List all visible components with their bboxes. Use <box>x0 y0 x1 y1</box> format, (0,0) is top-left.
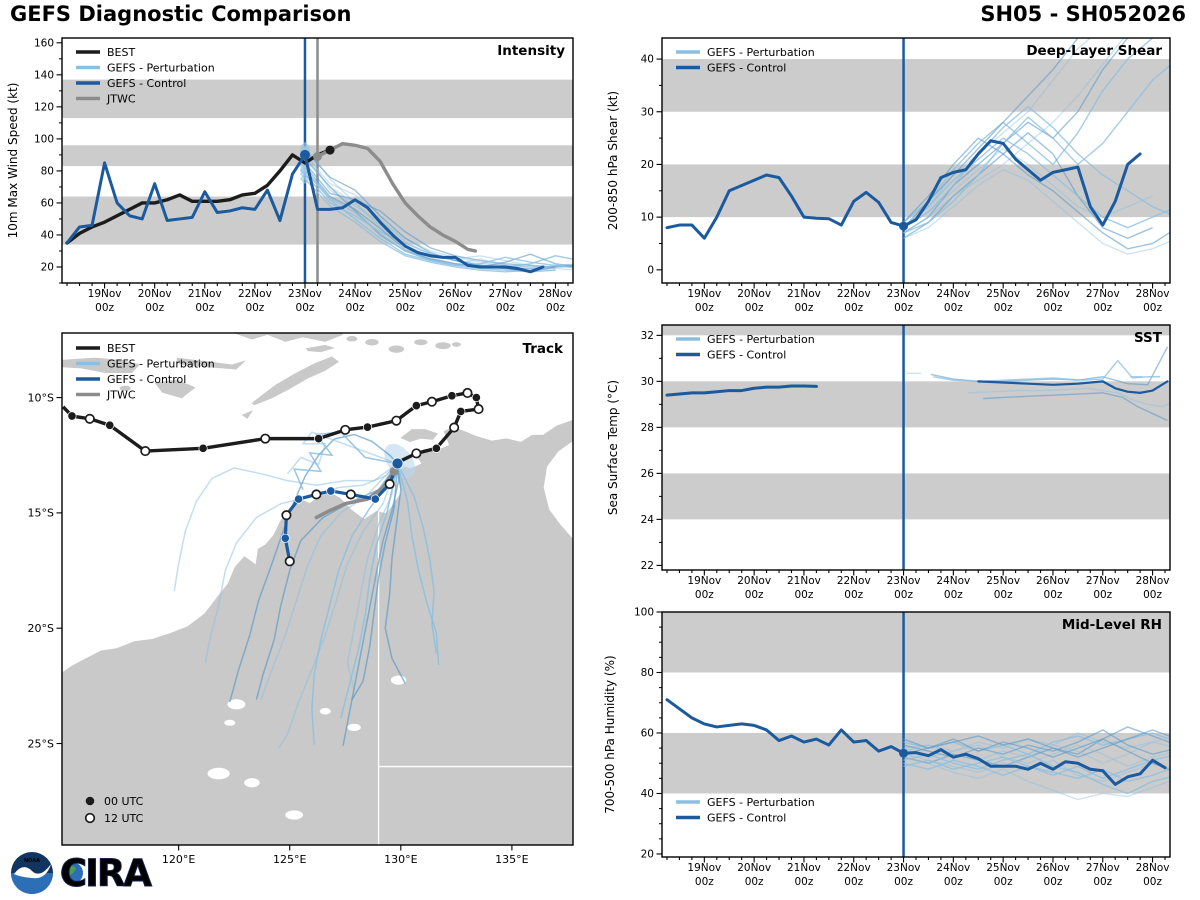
x-tick-label: 00z <box>295 302 315 314</box>
y-axis-label: Sea Surface Temp (°C) <box>606 379 620 516</box>
x-tick-label: 00z <box>744 589 764 601</box>
lon-label: 120°E <box>161 853 196 866</box>
lon-label: 125°E <box>273 853 307 866</box>
y-tick-label: 0 <box>647 264 654 277</box>
y-tick-label: 40 <box>640 787 654 800</box>
x-tick-label: 00z <box>794 302 814 314</box>
x-tick-label: 00z <box>694 876 714 888</box>
x-tick-label: 21Nov <box>787 288 821 300</box>
noaa-text: NOAA <box>23 858 41 864</box>
lat-label: 15°S <box>27 506 54 520</box>
y-tick-label: 140 <box>33 69 54 82</box>
y-tick-label: 100 <box>633 606 654 619</box>
utc00-label: 00 UTC <box>104 795 144 808</box>
legend-label-pert: GEFS - Perturbation <box>107 357 215 371</box>
y-tick-label: 60 <box>640 727 654 740</box>
cira-text: CIRA <box>60 852 151 895</box>
x-tick-label: 26Nov <box>438 288 473 300</box>
x-tick-label: 26Nov <box>1036 288 1070 300</box>
x-tick-label: 00z <box>894 589 913 601</box>
x-tick-label: 00z <box>894 302 913 314</box>
y-tick-label: 10 <box>640 211 654 224</box>
page-title: GEFS Diagnostic Comparison <box>10 2 352 26</box>
x-tick-label: 27Nov <box>1085 862 1120 874</box>
panel-title: SST <box>1133 330 1162 346</box>
x-tick-label: 21Nov <box>187 288 222 300</box>
x-tick-label: 00z <box>694 589 714 601</box>
y-tick-label: 100 <box>33 133 54 146</box>
legend-label-jtwc: JTWC <box>107 388 136 402</box>
panel-title: Track <box>522 341 563 357</box>
legend-label-pert: GEFS - Perturbation <box>707 795 815 809</box>
legend-label-ctrl: GEFS - Control <box>107 76 187 90</box>
legend-label-pert: GEFS - Perturbation <box>707 332 815 346</box>
y-tick-label: 80 <box>40 165 54 178</box>
lat-label: 10°S <box>27 391 54 405</box>
panel-title: Deep-Layer Shear <box>1026 43 1162 59</box>
y-tick-label: 22 <box>640 559 654 572</box>
x-tick-label: 23Nov <box>886 862 921 874</box>
y-tick-label: 80 <box>640 666 654 679</box>
x-tick-label: 20Nov <box>737 862 772 874</box>
x-tick-label: 00z <box>1093 589 1113 601</box>
x-tick-label: 20Nov <box>737 575 772 587</box>
storm-id-title: SH05 - SH052026 <box>980 2 1186 26</box>
y-axis-label: 10m Max Wind Speed (kt) <box>6 82 20 239</box>
x-tick-label: 00z <box>195 302 215 314</box>
x-tick-label: 25Nov <box>986 862 1021 874</box>
x-tick-label: 00z <box>1043 589 1063 601</box>
x-tick-label: 25Nov <box>986 575 1021 587</box>
y-tick-label: 24 <box>640 513 654 526</box>
y-tick-label: 20 <box>640 158 654 171</box>
y-tick-label: 28 <box>640 421 654 434</box>
legend-label-ctrl: GEFS - Control <box>707 348 787 362</box>
y-tick-label: 32 <box>640 329 654 342</box>
x-tick-label: 22Nov <box>836 288 871 300</box>
x-tick-label: 24Nov <box>936 575 971 587</box>
x-tick-label: 23Nov <box>886 288 921 300</box>
y-tick-label: 26 <box>640 467 654 480</box>
x-tick-label: 28Nov <box>538 288 573 300</box>
x-tick-label: 00z <box>694 302 714 314</box>
x-tick-label: 20Nov <box>737 288 772 300</box>
y-axis-label: 700-500 hPa Humidity (%) <box>603 655 617 814</box>
x-tick-label: 26Nov <box>1036 575 1070 587</box>
x-tick-label: 00z <box>894 876 913 888</box>
y-tick-label: 30 <box>640 375 654 388</box>
x-tick-label: 25Nov <box>986 288 1021 300</box>
x-tick-label: 00z <box>794 589 814 601</box>
x-tick-label: 00z <box>943 302 963 314</box>
x-tick-label: 00z <box>1143 876 1163 888</box>
legend-label-pert: GEFS - Perturbation <box>707 45 815 59</box>
lat-label: 25°S <box>27 737 54 751</box>
x-tick-label: 00z <box>1043 302 1063 314</box>
legend-label-jtwc: JTWC <box>107 92 136 106</box>
x-tick-label: 23Nov <box>886 575 921 587</box>
x-tick-label: 00z <box>1093 876 1113 888</box>
x-tick-label: 21Nov <box>787 575 821 587</box>
x-tick-label: 22Nov <box>836 575 871 587</box>
x-tick-label: 00z <box>744 302 764 314</box>
x-tick-label: 19Nov <box>687 288 722 300</box>
x-tick-label: 00z <box>943 589 963 601</box>
x-tick-label: 28Nov <box>1135 575 1170 587</box>
x-tick-label: 25Nov <box>388 288 423 300</box>
x-tick-label: 00z <box>445 302 465 314</box>
x-tick-label: 28Nov <box>1135 862 1170 874</box>
y-tick-label: 40 <box>640 53 654 66</box>
lat-label: 20°S <box>27 622 54 636</box>
x-tick-label: 00z <box>495 302 515 314</box>
x-tick-label: 00z <box>844 302 864 314</box>
x-tick-label: 00z <box>1043 876 1063 888</box>
x-tick-label: 27Nov <box>488 288 523 300</box>
y-tick-label: 120 <box>33 101 54 114</box>
x-tick-label: 00z <box>395 302 415 314</box>
x-tick-label: 24Nov <box>338 288 373 300</box>
x-tick-label: 00z <box>744 876 764 888</box>
x-tick-label: 00z <box>844 876 864 888</box>
legend-label-ctrl: GEFS - Control <box>707 811 787 825</box>
y-tick-label: 20 <box>40 261 54 274</box>
legend-label-best: BEST <box>107 341 136 355</box>
legend-label-best: BEST <box>107 45 136 59</box>
x-tick-label: 19Nov <box>687 862 722 874</box>
x-tick-label: 22Nov <box>237 288 272 300</box>
x-tick-label: 26Nov <box>1036 862 1070 874</box>
x-tick-label: 22Nov <box>836 862 871 874</box>
lon-label: 135°E <box>495 853 529 866</box>
x-tick-label: 23Nov <box>288 288 322 300</box>
y-tick-label: 20 <box>640 848 654 861</box>
x-tick-label: 00z <box>993 589 1013 601</box>
x-tick-label: 00z <box>95 302 115 314</box>
x-tick-label: 00z <box>1093 302 1113 314</box>
x-tick-label: 20Nov <box>137 288 172 300</box>
x-tick-label: 00z <box>844 589 864 601</box>
x-tick-label: 00z <box>145 302 165 314</box>
y-tick-label: 40 <box>40 229 54 242</box>
x-tick-label: 24Nov <box>936 288 971 300</box>
utc12-label: 12 UTC <box>104 812 144 825</box>
x-tick-label: 19Nov <box>87 288 122 300</box>
legend-label-ctrl: GEFS - Control <box>707 61 787 75</box>
y-axis-label: 200-850 hPa Shear (kt) <box>606 90 620 231</box>
x-tick-label: 27Nov <box>1085 575 1120 587</box>
x-tick-label: 00z <box>943 876 963 888</box>
x-tick-label: 24Nov <box>936 862 971 874</box>
y-tick-label: 160 <box>33 37 54 50</box>
panel-title: Intensity <box>497 43 565 59</box>
cira-logo <box>60 852 152 895</box>
x-tick-label: 00z <box>794 876 814 888</box>
noaa-logo <box>11 852 53 894</box>
x-tick-label: 28Nov <box>1135 288 1170 300</box>
legend-label-pert: GEFS - Perturbation <box>107 61 215 75</box>
x-tick-label: 00z <box>993 302 1013 314</box>
x-tick-label: 21Nov <box>787 862 821 874</box>
y-tick-label: 60 <box>40 197 54 210</box>
x-tick-label: 00z <box>1143 589 1163 601</box>
panel-title: Mid-Level RH <box>1061 617 1162 633</box>
x-tick-label: 00z <box>546 302 565 314</box>
lon-label: 130°E <box>384 853 418 866</box>
x-tick-label: 00z <box>345 302 365 314</box>
x-tick-label: 19Nov <box>687 575 722 587</box>
legend-label-ctrl: GEFS - Control <box>107 372 187 386</box>
x-tick-label: 00z <box>1143 302 1163 314</box>
x-tick-label: 00z <box>993 876 1013 888</box>
x-tick-label: 00z <box>245 302 265 314</box>
y-tick-label: 30 <box>640 106 654 119</box>
x-tick-label: 27Nov <box>1085 288 1120 300</box>
